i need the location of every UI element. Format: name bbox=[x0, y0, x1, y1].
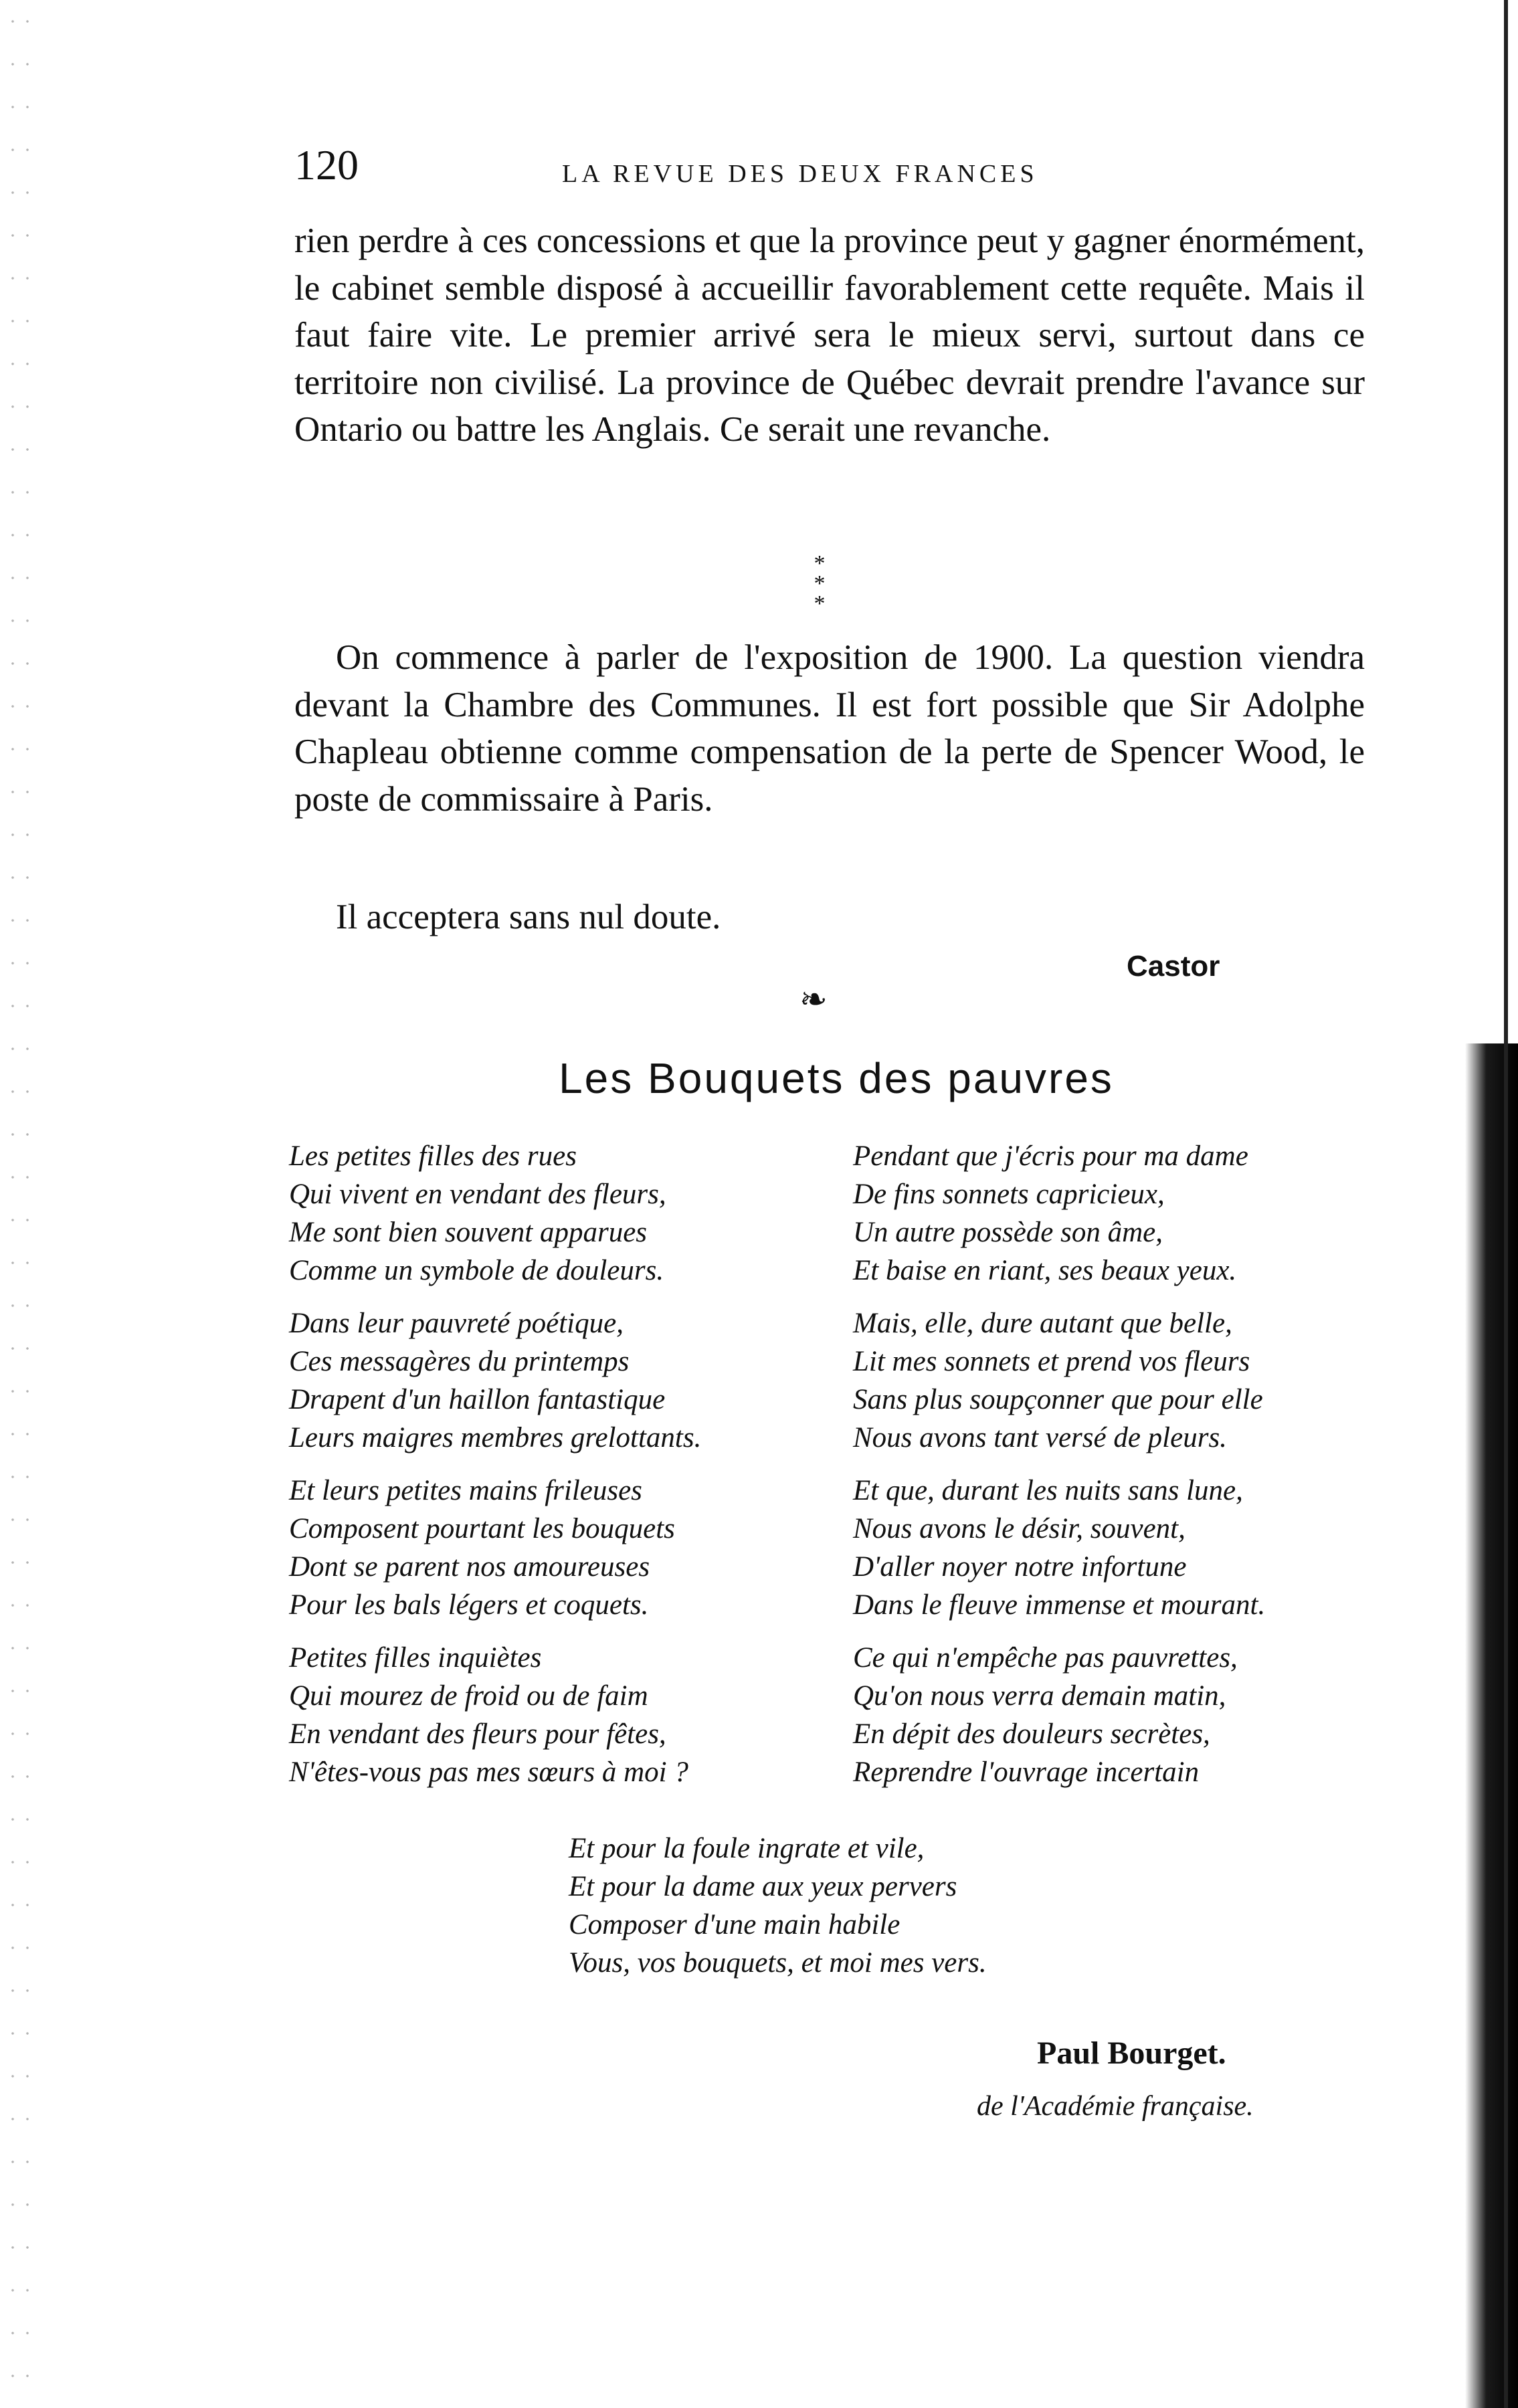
stanza-left-2 bbox=[289, 1304, 701, 1457]
author-affiliation: de l'Académie française. bbox=[977, 2091, 1254, 2122]
stanza-left-1 bbox=[289, 1137, 666, 1290]
verse-line: Qui mourez de froid ou de faim bbox=[289, 1680, 648, 1712]
scan-edge-line bbox=[1504, 0, 1508, 2408]
verse-line: Sans plus soupçonner que pour elle bbox=[853, 1384, 1263, 1415]
verse-line: Et baise en riant, ses beaux yeux. bbox=[853, 1255, 1237, 1286]
poem-title: Les Bouquets des pauvres bbox=[559, 1054, 1114, 1102]
verse-line: Et pour la dame aux yeux pervers bbox=[569, 1871, 957, 1902]
paragraph-3: Il acceptera sans nul doute. bbox=[336, 898, 721, 936]
asterism-bottom: * * bbox=[814, 571, 840, 616]
asterism bbox=[779, 551, 860, 616]
paragraph-1: rien perdre à ces concessions et que la province peut y gagner énormément, le cabinet semble disposé à accueillir favorablement cette requête. Mais il faut faire vite. Le premier arrivé sera le mieux servi, surtout dans ce territoire non civilisé. La province de Québec devrait prendre l'avance sur Ontario ou battre les Anglais. Ce serait une revanche. bbox=[294, 221, 1365, 449]
stanza-right-4 bbox=[853, 1639, 1238, 1791]
asterism-top: * bbox=[814, 551, 826, 576]
signature-castor: Castor bbox=[1127, 950, 1220, 983]
page-header bbox=[294, 140, 1418, 201]
verse-line: Composent pourtant les bouquets bbox=[289, 1513, 675, 1544]
verse-line: En dépit des douleurs secrètes, bbox=[853, 1718, 1210, 1750]
scan-edge-shadow bbox=[1465, 1043, 1518, 2408]
ornament-icon: ❧ bbox=[799, 981, 828, 1018]
verse-line: En vendant des fleurs pour fêtes, bbox=[289, 1718, 666, 1750]
verse-line: Et leurs petites mains frileuses bbox=[289, 1475, 642, 1506]
verse-line: Comme un symbole de douleurs. bbox=[289, 1255, 664, 1286]
verse-line: Nous avons le désir, souvent, bbox=[853, 1513, 1185, 1544]
running-head: LA REVUE DES DEUX FRANCES bbox=[562, 160, 1038, 188]
stanza-right-3 bbox=[853, 1472, 1265, 1624]
verse-line: Vous, vos bouquets, et moi mes vers. bbox=[569, 1947, 987, 1979]
page-number: 120 bbox=[294, 141, 359, 189]
verse-line: Dans le fleuve immense et mourant. bbox=[853, 1589, 1266, 1621]
verse-line: Ce qui n'empêche pas pauvrettes, bbox=[853, 1642, 1238, 1674]
verse-line: Drapent d'un haillon fantastique bbox=[289, 1384, 666, 1415]
stanza-left-3 bbox=[289, 1472, 675, 1624]
verse-line: Qu'on nous verra demain matin, bbox=[853, 1680, 1226, 1712]
verse-line: Reprendre l'ouvrage incertain bbox=[853, 1757, 1200, 1788]
verse-line: Leurs maigres membres grelottants. bbox=[289, 1422, 702, 1453]
verse-line: Qui vivent en vendant des fleurs, bbox=[289, 1179, 666, 1210]
paragraph-2: On commence à parler de l'exposition de 1900. La question viendra devant la Chambre des Communes. Il est fort possible que Sir Adolphe Chapleau obtienne comme compensation de la perte de Spencer Wood, le poste de commissaire à Paris. bbox=[294, 638, 1365, 819]
verse-line: Pour les bals légers et coquets. bbox=[289, 1589, 649, 1621]
verse-line: Dans leur pauvreté poétique, bbox=[289, 1308, 624, 1339]
verse-line: Un autre possède son âme, bbox=[853, 1217, 1163, 1248]
verse-line: N'êtes-vous pas mes sœurs à moi ? bbox=[289, 1757, 688, 1788]
verse-line: Me sont bien souvent apparues bbox=[289, 1217, 648, 1248]
verse-line: Et pour la foule ingrate et vile, bbox=[569, 1833, 925, 1864]
stanza-left-4 bbox=[289, 1639, 688, 1791]
verse-line: Et que, durant les nuits sans lune, bbox=[853, 1475, 1243, 1506]
verse-line: Composer d'une main habile bbox=[569, 1909, 900, 1940]
stanza-right-1 bbox=[853, 1137, 1248, 1290]
stanza-final bbox=[569, 1829, 987, 1982]
verse-line: Ces messagères du printemps bbox=[289, 1346, 630, 1377]
verse-line: Petites filles inquiètes bbox=[289, 1642, 542, 1674]
verse-line: Lit mes sonnets et prend vos fleurs bbox=[853, 1346, 1250, 1377]
verse-line: D'aller noyer notre infortune bbox=[853, 1551, 1187, 1583]
verse-line: De fins sonnets capricieux, bbox=[853, 1179, 1165, 1210]
verse-line: Pendant que j'écris pour ma dame bbox=[853, 1140, 1248, 1172]
scan-edge-marks bbox=[5, 0, 32, 2408]
verse-line: Nous avons tant versé de pleurs. bbox=[853, 1422, 1227, 1453]
stanza-right-2 bbox=[853, 1304, 1263, 1457]
verse-line: Mais, elle, dure autant que belle, bbox=[853, 1308, 1232, 1339]
verse-line: Les petites filles des rues bbox=[289, 1140, 577, 1172]
verse-line: Dont se parent nos amoureuses bbox=[289, 1551, 650, 1583]
signature-author: Paul Bourget. bbox=[1037, 2035, 1226, 2071]
